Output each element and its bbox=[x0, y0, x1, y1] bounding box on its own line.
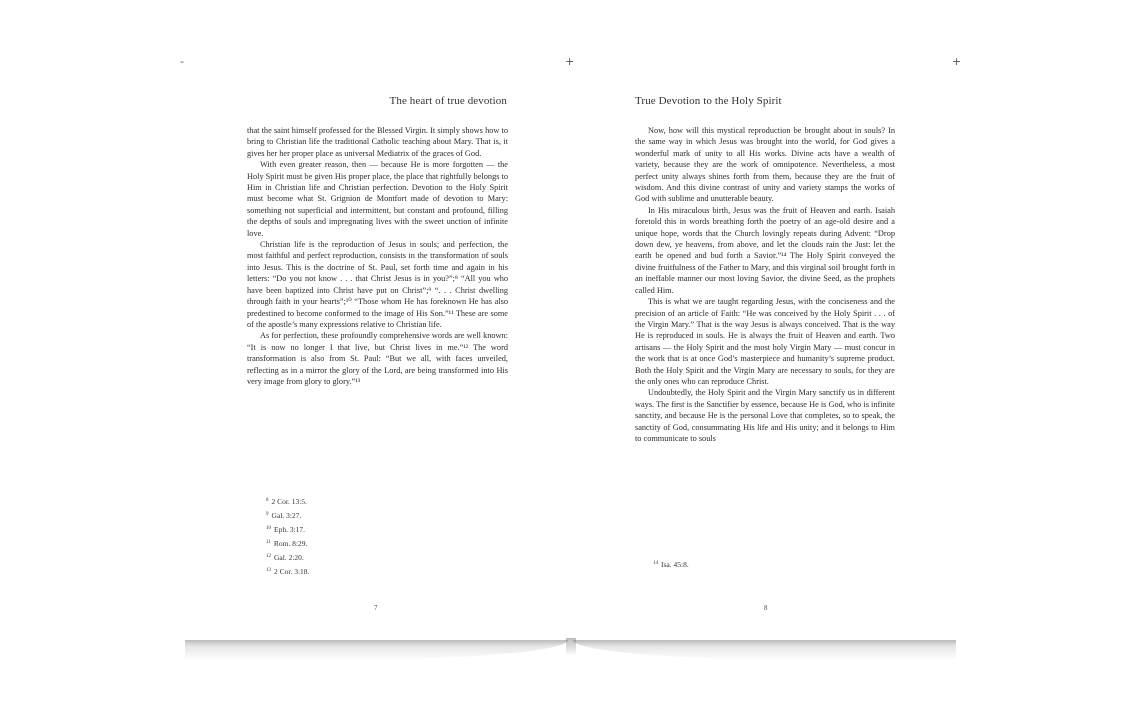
footnote bbox=[266, 550, 309, 564]
footnote-text: Isa. 45:8. bbox=[661, 560, 689, 569]
footnote-text: Rom. 8:29. bbox=[273, 539, 308, 548]
footnote bbox=[266, 564, 309, 578]
left-paragraph-1: that the saint himself professed for the Blessed Virgin. It simply shows how to bring to Christian life the traditional Catholic teaching about Mary. That is, it gives her her proper place as universal Mediatrix of the graces of God. bbox=[247, 126, 508, 158]
footnote bbox=[266, 508, 309, 522]
footnote-text: Gal. 2:20. bbox=[274, 553, 304, 562]
left-paragraph-2: With even greater reason, then — because He is more forgotten — the Holy Spirit must be given His proper place, the place that rightfully belongs to Him in Christian life and Christian perfection. Devotion to the Holy Spirit must become what St. Grignion de Montfort made of devotion to Mary: something not superficial and intermittent, but constant and profound, filling the depths of souls and impregnating lives with the sweet unction of infinite love. bbox=[247, 160, 508, 238]
right-paragraph-1: Now, how will this mystical reproduction be brought about in souls? In the same way in which Jesus was brought into the world, for God gives a wonderful mark of unity to all His works. Divine acts have a wealth of variety, because they are the work of omnipotence. Nevertheless, a most perfect unity always shines forth from them, because they are the fruit of wisdom. And this divine contrast of unity and variety stamps the works of God with sublime and unutterable beauty. bbox=[635, 126, 895, 204]
right-page-number: 8 bbox=[764, 604, 768, 612]
footnote-number: 10 bbox=[266, 526, 271, 531]
footnote bbox=[266, 536, 309, 550]
footnote-number: 11 bbox=[266, 540, 271, 545]
right-footnotes bbox=[653, 557, 689, 571]
footnote-text: Gal. 3:27. bbox=[271, 511, 302, 520]
crop-mark-right: + bbox=[952, 55, 962, 68]
right-page-shadow bbox=[573, 640, 956, 660]
footnote-number: 8 bbox=[266, 498, 269, 503]
left-paragraph-4: As for perfection, these profoundly comprehensive words are well known: “It is now no longer I that live, but Christ lives in me.”¹² The word transformation is also from St. Paul: “But we all, with faces unveiled, reflecting as in a mirror the glory of the Lord, are being transformed into His very image from glory to glory.”¹³ bbox=[247, 331, 508, 386]
footnote-number: 14 bbox=[653, 561, 658, 566]
footnote bbox=[266, 522, 309, 536]
footnote-text: 2 Cor. 13:5. bbox=[271, 497, 307, 506]
footnote bbox=[266, 494, 309, 508]
right-running-head: True Devotion to the Holy Spirit bbox=[635, 95, 782, 107]
footnote-text: 2 Cor. 3:18. bbox=[274, 567, 310, 576]
footnote-text: Eph. 3:17. bbox=[274, 525, 306, 534]
footnote-number: 13 bbox=[266, 568, 271, 573]
gutter-shadow bbox=[566, 638, 576, 656]
right-body-text bbox=[635, 125, 895, 444]
left-page-shadow bbox=[185, 640, 568, 660]
left-footnotes bbox=[266, 494, 309, 578]
left-running-head: The heart of true devotion bbox=[389, 95, 507, 107]
footnote-number: 9 bbox=[266, 512, 269, 517]
right-paragraph-3: This is what we are taught regarding Jesus, with the conciseness and the precision of an article of Faith: “He was conceived by the Holy Spirit . . . of the Virgin Mary.” That is the way Jesus is always conceived. That is the way He is reproduced in souls. He is always the fruit of Heaven and earth. Two artisans — the Holy Spirit and the most holy Virgin Mary — must concur in the work that is at once God’s masterpiece and humanity’s supreme product. Both the Holy Spirit and the Virgin Mary are necessary to souls, for they are the only ones who can reproduce Christ. bbox=[635, 297, 895, 386]
left-paragraph-3: Christian life is the reproduction of Jesus in souls; and perfection, the most faithful and perfect reproduction, consists in the transformation of souls into Jesus. This is the doctrine of St. Paul, set forth time and again in his letters: “Do you not know . . . that Christ Jesus is in you?”;⁸ “All you who have been baptized into Christ have put on Christ”;⁹ “. . . Christ dwelling through faith in your hearts”;¹⁰ “Those whom He has foreknown He has also predestined to become conformed to the image of His Son.”¹¹ These are some of the apostle’s many expressions relative to Christian life. bbox=[247, 240, 508, 329]
left-page-number: 7 bbox=[374, 604, 378, 612]
left-body-text bbox=[247, 125, 508, 387]
right-paragraph-2: In His miraculous birth, Jesus was the fruit of Heaven and earth. Isaiah foretold this in words breathing forth the poetry of an age-old desire and a unique hope, words that the Church lovingly repeats during Advent: “Drop down dew, ye heavens, from above, and let the clouds rain the Just: let the earth be opened and bud forth a Savior.”¹⁴ The Holy Spirit conveyed the divine fruitfulness of the Father to Mary, and this virginal soil brought forth in an ineffable manner our most loving Savior, the divine Seed, as the prophets called Him. bbox=[635, 205, 895, 295]
footnote bbox=[653, 557, 689, 571]
crop-mark-left: - bbox=[180, 55, 184, 68]
crop-mark-center: + bbox=[565, 55, 575, 68]
right-paragraph-4: Undoubtedly, the Holy Spirit and the Virgin Mary sanctify us in different ways. The first is the Sanctifier by essence, because He is God, who is infinite sanctity, and because He is the personal Love that completes, so to speak, the sanctity of God, consummating His life and His unity; and it belongs to Him to communicate to souls bbox=[635, 388, 895, 443]
footnote-number: 12 bbox=[266, 554, 271, 559]
